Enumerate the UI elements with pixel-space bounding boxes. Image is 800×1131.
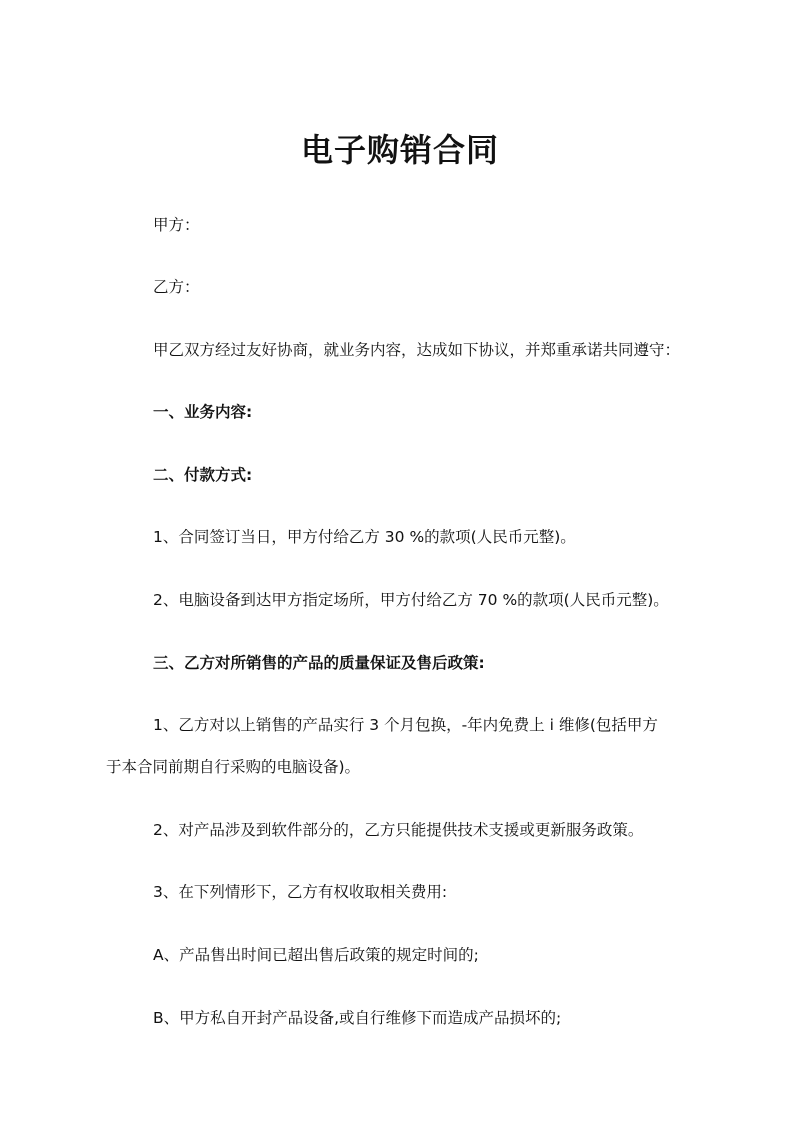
- warranty-clause-1-line2: 于本合同前期自行采购的电脑设备)。: [106, 758, 361, 776]
- payment-clause-2: 2、电脑设备到达甲方指定场所，甲方付给乙方 70 %的款项(人民币元整)。: [153, 591, 669, 609]
- section-payment-method: 二、付款方式:: [153, 466, 253, 484]
- fee-case-b: B、甲方私自开封产品设备,或自行维修下而造成产品损坏的;: [153, 1009, 562, 1027]
- section-business-content: 一、业务内容:: [153, 403, 253, 421]
- warranty-clause-3: 3、在下列情形下，乙方有权收取相关费用:: [153, 883, 448, 901]
- section-warranty-policy: 三、乙方对所销售的产品的质量保证及售后政策:: [153, 654, 485, 672]
- warranty-clause-1-line1: 1、乙方对以上销售的产品实行 3 个月包换，-年内免费上 i 维修(包括甲方: [153, 716, 658, 734]
- party-b-label: 乙方：: [153, 278, 200, 296]
- intro-paragraph: 甲乙双方经过友好协商，就业务内容，达成如下协议，并郑重承诺共同遵守：: [153, 341, 681, 359]
- warranty-clause-2: 2、对产品涉及到软件部分的，乙方只能提供技术支援或更新服务政策。: [153, 821, 644, 839]
- payment-clause-1: 1、合同签订当日，甲方付给乙方 30 %的款项(人民币元整)。: [153, 528, 576, 546]
- fee-case-a: A、产品售出时间已超出售后政策的规定时间的;: [153, 946, 479, 964]
- document-title: 电子购销合同: [300, 131, 499, 169]
- party-a-label: 甲方：: [153, 216, 200, 234]
